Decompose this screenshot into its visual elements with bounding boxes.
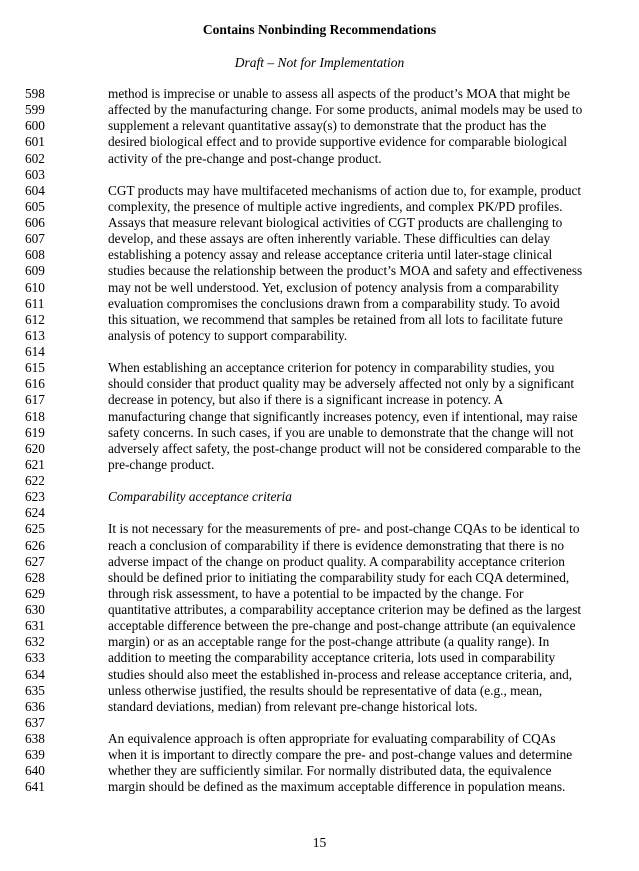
line-text: complexity, the presence of multiple active ingredients, and complex PK/PD profiles.	[108, 198, 563, 214]
line-text: studies should also meet the established in-process and release acceptance criteria, and,	[108, 666, 573, 682]
line-number: 608	[25, 247, 45, 263]
line-number: 624	[25, 505, 45, 521]
line-text: method is imprecise or unable to assess all aspects of the product’s MOA that might be	[108, 86, 570, 101]
line-text: adversely affect safety, the post-change product will not be considered comparable to the	[108, 440, 581, 456]
document-line	[0, 280, 639, 296]
line-text: CGT products may have multifaceted mechanisms of action due to, for example, product	[108, 182, 582, 198]
line-text: acceptable difference between the pre-change and post-change attribute (an equivalence	[108, 618, 576, 634]
document-line	[0, 118, 639, 134]
document-line	[0, 538, 639, 554]
line-text: standard deviations, median) from relevant pre-change historical lots.	[108, 698, 478, 714]
document-line	[0, 667, 639, 683]
line-number: 626	[25, 537, 45, 553]
line-number: 639	[25, 747, 45, 763]
document-line	[0, 457, 639, 473]
line-text: It is not necessary for the measurements of pre- and post-change CQAs to be identical to	[108, 521, 580, 537]
line-text: supplement a relevant quantitative assay(s) to demonstrate that the product has the	[108, 118, 547, 134]
line-number: 616	[25, 376, 45, 392]
document-line	[0, 441, 639, 457]
document-line	[0, 731, 639, 747]
document-line	[0, 763, 639, 779]
line-text: quantitative attributes, a comparability acceptance criterion may be defined as the largest	[108, 602, 582, 617]
line-number: 623	[25, 489, 45, 505]
line-text: studies because the relationship between the product’s MOA and safety and effectiveness	[108, 263, 583, 279]
document-line	[0, 618, 639, 634]
line-number: 612	[25, 311, 45, 327]
line-text: adverse impact of the change on product quality. A comparability acceptance criterion	[108, 553, 565, 569]
line-text: desired biological effect and to provide supportive evidence for comparable biological	[108, 134, 568, 150]
line-number: 640	[25, 763, 45, 779]
line-text: should be defined prior to initiating the comparability study for each CQA determined,	[108, 569, 570, 585]
document-line	[0, 296, 639, 312]
line-number: 606	[25, 215, 45, 230]
document-line	[0, 360, 639, 376]
line-text: establishing a potency assay and release acceptance criteria until later-stage clinical	[108, 247, 553, 263]
line-number: 603	[25, 166, 45, 182]
line-text: addition to meeting the comparability acceptance criteria, lots used in comparability	[108, 650, 556, 666]
document-line	[0, 699, 639, 715]
line-text: may not be well understood. Yet, exclusion of potency analysis from a comparability	[108, 279, 559, 295]
line-number: 641	[25, 779, 45, 795]
line-number: 637	[25, 714, 45, 730]
document-line	[0, 473, 639, 489]
document-line	[0, 634, 639, 650]
document-line	[0, 247, 639, 263]
document-line	[0, 376, 639, 392]
line-number: 621	[25, 456, 45, 472]
line-number: 615	[25, 360, 45, 376]
document-line	[0, 151, 639, 167]
document-line	[0, 215, 639, 231]
line-number: 638	[25, 731, 45, 746]
line-number: 629	[25, 585, 45, 601]
document-line	[0, 570, 639, 586]
line-number: 631	[25, 618, 45, 634]
line-text: should consider that product quality may be adversely affected not only by a significant	[108, 376, 575, 392]
line-number: 614	[25, 344, 45, 359]
document-line	[0, 779, 639, 795]
line-text: decrease in potency, but also if there is a significant increase in potency. A	[108, 392, 504, 408]
document-line	[0, 312, 639, 328]
document-line	[0, 554, 639, 570]
page-number: 15	[312, 835, 327, 850]
line-text: whether they are sufficiently similar. For normally distributed data, the equivalence	[108, 763, 552, 779]
line-text: When establishing an acceptance criterion for potency in comparability studies, you	[108, 360, 555, 376]
line-number: 620	[25, 440, 45, 456]
document-line	[0, 747, 639, 763]
line-number: 609	[25, 263, 45, 279]
document-line	[0, 425, 639, 441]
line-number: 628	[25, 569, 45, 585]
line-number: 619	[25, 424, 45, 440]
line-number: 599	[25, 102, 45, 118]
line-number: 610	[25, 279, 45, 295]
document-line	[0, 392, 639, 408]
document-line	[0, 409, 639, 425]
line-text: affected by the manufacturing change. For some products, animal models may be used to	[108, 102, 583, 118]
line-text: activity of the pre-change and post-change product.	[108, 150, 382, 166]
line-number: 625	[25, 521, 45, 537]
line-text: evaluation compromises the conclusions drawn from a comparability study. To avoid	[108, 295, 560, 311]
line-number: 634	[25, 666, 45, 682]
line-number: 617	[25, 392, 45, 408]
line-text: this situation, we recommend that samples be retained from all lots to facilitate future	[108, 311, 563, 327]
line-number: 604	[25, 182, 45, 198]
line-number: 611	[25, 295, 45, 311]
line-number: 618	[25, 408, 45, 424]
document-line	[0, 263, 639, 279]
line-text: unless otherwise justified, the results should be representative of data (e.g., mean,	[108, 682, 543, 698]
document-line	[0, 328, 639, 344]
document-line	[0, 199, 639, 215]
document-line	[0, 183, 639, 199]
document-line	[0, 344, 639, 360]
line-number: 598	[25, 86, 45, 101]
document-line	[0, 650, 639, 666]
document-header-title: Contains Nonbinding Recommendations	[202, 22, 437, 37]
line-text: when it is important to directly compare the pre- and post-change values and determine	[108, 747, 573, 763]
document-line	[0, 602, 639, 618]
line-text: Assays that measure relevant biological activities of CGT products are challenging to	[108, 215, 563, 230]
line-number: 636	[25, 698, 45, 714]
document-line	[0, 167, 639, 183]
document-header-subtitle: Draft – Not for Implementation	[234, 55, 405, 70]
line-number: 633	[25, 650, 45, 666]
line-number: 613	[25, 327, 45, 343]
line-number: 607	[25, 231, 45, 247]
section-heading: Comparability acceptance criteria	[108, 489, 292, 505]
line-number: 600	[25, 118, 45, 134]
document-line	[0, 102, 639, 118]
line-number: 605	[25, 198, 45, 214]
document-body	[0, 86, 639, 796]
document-line	[0, 683, 639, 699]
line-text: through risk assessment, to have a potential to be impacted by the change. For	[108, 585, 524, 601]
line-number: 635	[25, 682, 45, 698]
line-text: develop, and these assays are often inherently variable. These difficulties can delay	[108, 231, 551, 247]
line-text: pre-change product.	[108, 456, 215, 472]
document-line	[0, 521, 639, 537]
line-text: manufacturing change that significantly increases potency, even if intentional, may raise	[108, 408, 578, 424]
document-line	[0, 86, 639, 102]
line-text: margin) or as an acceptable range for the post-change attribute (a quality range). In	[108, 634, 550, 650]
document-line	[0, 489, 639, 505]
line-number: 601	[25, 134, 45, 150]
line-text: safety concerns. In such cases, if you are unable to demonstrate that the change will not	[108, 424, 574, 440]
line-text: analysis of potency to support comparability.	[108, 327, 348, 343]
line-number: 632	[25, 634, 45, 650]
document-line	[0, 231, 639, 247]
line-number: 602	[25, 150, 45, 166]
document-line	[0, 505, 639, 521]
document-line	[0, 134, 639, 150]
document-line	[0, 715, 639, 731]
line-text: margin should be defined as the maximum acceptable difference in population means.	[108, 779, 566, 795]
line-number: 627	[25, 553, 45, 569]
line-text: reach a conclusion of comparability if there is evidence demonstrating that there is no	[108, 537, 564, 553]
line-text: An equivalence approach is often appropriate for evaluating comparability of CQAs	[108, 731, 556, 746]
line-number: 622	[25, 473, 45, 488]
document-line	[0, 586, 639, 602]
line-number: 630	[25, 602, 45, 617]
